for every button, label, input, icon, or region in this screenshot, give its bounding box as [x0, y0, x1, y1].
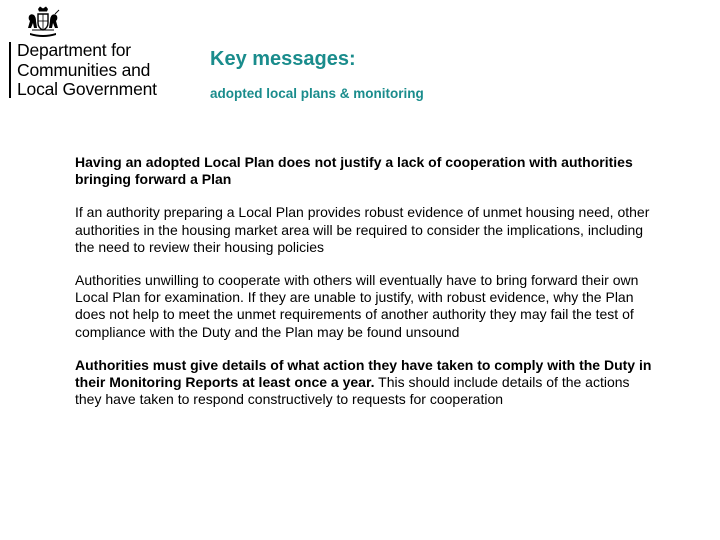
paragraph-2: If an authority preparing a Local Plan provides robust evidence of unmet housing need, other authorities in the housing market area will be required to consider the implications, including the need to review their housing policies [75, 204, 650, 255]
paragraph-3: Authorities unwilling to cooperate with others will eventually have to bring forward their own Local Plan for examination. If they are unable to justify, with robust evidence, why the Plan does not help to meet the unmet requirements of another authority they may fail the test of compliance with the Duty and the Plan may be found unsound [75, 272, 639, 340]
slide-title: Key messages: [210, 48, 356, 70]
department-name [17, 41, 157, 100]
department-name-line3: Local Government [17, 79, 157, 99]
paragraph-4 [75, 357, 655, 409]
paragraph-1: Having an adopted Local Plan does not justify a lack of cooperation with authorities bringing forward a Plan [75, 154, 633, 188]
slide-body [75, 154, 655, 424]
slide-subtitle: adopted local plans & monitoring [210, 86, 424, 101]
paragraph-4-bold: Authorities must give details of what action they have taken to comply with the Duty in their Monitoring Reports at least once a year. [75, 356, 652, 391]
department-name-line2: Communities and [17, 59, 151, 80]
department-logo [9, 6, 179, 98]
logo-rule [9, 42, 11, 98]
department-name-line1: Department for [17, 40, 131, 60]
paragraph-4-rest: This should include details of the actions they have taken to respond constructively to requests for cooperation [75, 374, 630, 408]
royal-coat-of-arms-icon [26, 6, 60, 42]
